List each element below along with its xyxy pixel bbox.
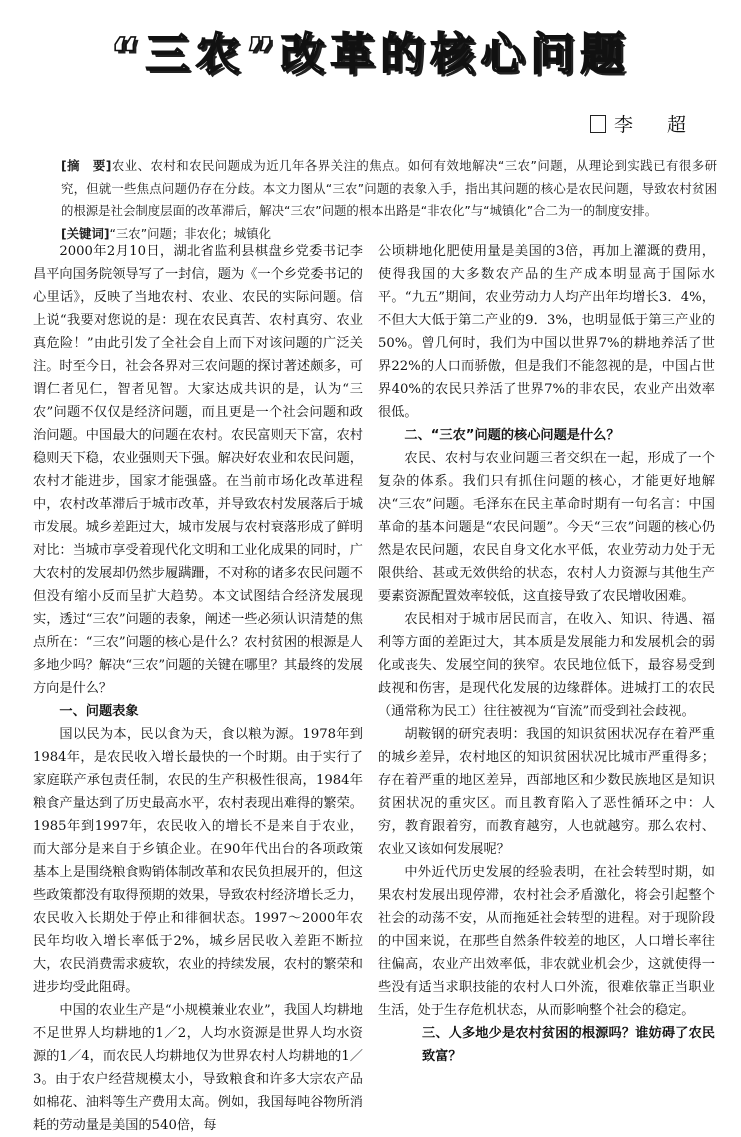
author-byline <box>590 110 700 137</box>
body-paragraph: 中外近代历史发展的经验表明，在社会转型时期，如果农村发展出现停滞，农村社会矛盾激化，将会引起整个社会的动荡不安，从而拖延社会转型的进程。对于现阶段的中国来说，在那些自然条件较差的地区，人口增长率往往偏高，农业产出效率低，非农就业机会少，这就使得一些没有适当求职技能的农村人口外流，很难依靠正当职业生活，处于生存危机状态，从而影响整个社会的稳定。 <box>378 865 715 1018</box>
body-column-left <box>33 240 363 1137</box>
abstract-label: [摘 要] <box>61 158 112 173</box>
body-paragraph: 中国的农业生产是“小规模兼业农业”，我国人均耕地不足世界人均耕地的1／2，人均水资源是世界人均水资源的1／4，而农民人均耕地仅为世界农村人均耕地的1／3。由于农户经营规模太小，导致粮食和许多大宗农产品如棉花、油料等生产费用太高。例如，我国每吨谷物所消耗的劳动量是美国的540倍，每 <box>33 1003 363 1133</box>
abstract-text: 农业、农村和农民问题成为近几年各界关注的焦点。如何有效地解决“三农”问题，从理论到实践已有很多研究，但就一些焦点问题仍存在分歧。本文力图从“三农”问题的表象入手，指出其问题的核心是农民问题，导致农村贫困的根源是社会制度层面的改革滞后，解决“三农”问题的根本出路是“非农化”与“城镇化”合二为一的制度安排。 <box>61 158 718 218</box>
body-column-right <box>378 240 715 1068</box>
abstract-summary <box>33 155 717 223</box>
keywords-label: [关键词] <box>61 225 110 241</box>
body-paragraph: 国以民为本，民以食为天，食以粮为源。1978年到1984年，是农民收入增长最快的一个时期。由于实行了家庭联产承包责任制，农民的生产积极性很高，1984年粮食产量达到了历史最高水平，农村表现出难得的繁荣。1985年到1997年，农民收入的增长不是来自于农业，而大部分是来自于乡镇企业。在90年代出台的各项政策基本上是围绕粮食购销体制改革和农民负担展开的，但这些政策都没有取得预期的效果，导致农村经济增长乏力，农民收入长期处于停止和徘徊状态。1997～2000年农民年均收入增长率低于2%，城乡居民收入差距不断拉大，农民消费需求疲软，农业的持续发展，农村的繁荣和进步均受此阻碍。 <box>33 727 363 995</box>
abstract-block <box>33 155 717 245</box>
section-heading: 二、“三农”问题的核心问题是什么？ <box>404 428 620 443</box>
body-paragraph: 胡鞍钢的研究表明：我国的知识贫困状况存在着严重的城乡差异，农村地区的知识贫困状况比城市严重得多；存在着严重的地区差异，西部地区和少数民族地区是知识贫困状况的重灾区。而且教育陷入了恶性循环之中：人穷，教育跟着穷，而教育越穷，人也就越穷。那么农村、农业又该如何发展呢？ <box>378 727 715 857</box>
author-marker-icon <box>590 115 606 133</box>
section-heading: 一、问题表象 <box>59 704 139 719</box>
body-paragraph: 农民相对于城市居民而言，在收入、知识、待遇、福利等方面的差距过大，其本质是发展能力和发展机会的弱化或丧失、发展空间的狭窄。农民地位低下，最容易受到歧视和伤害，是现代化发展的边缘群体。进城打工的农民（通常称为民工）往往被视为“盲流”而受到社会歧视。 <box>378 612 715 719</box>
section-heading: 三、人多地少是农村贫困的根源吗？谁妨碍了农民致富？ <box>422 1026 715 1064</box>
page-title: “三农”改革的核心问题 <box>110 29 631 80</box>
body-paragraph-continued: 公顷耕地化肥使用量是美国的3倍，再加上灌溉的费用，使得我国的大多数农产品的生产成本明显高于国际水平。“九五”期间，农业劳动力人均产出年均增长3．4%，不但大大低于第二产业的9．3%，也明显低于第三产业的50%。曾几何时，我们为中国以世界7%的耕地养活了世界22%的人口而骄傲，但是我们不能忽视的是，中国占世界40%的农民只养活了世界7%的非农民，农业产出效率很低。 <box>378 244 715 420</box>
body-paragraph: 农民、农村与农业问题三者交织在一起，形成了一个复杂的体系。我们只有抓住问题的核心，才能更好地解决“三农”问题。毛泽东在民主革命时期有一句名言：中国革命的基本问题是“农民问题”。今天“三农”问题的核心仍然是农民问题，农民自身文化水平低，农业劳动力处于无限供给、甚或无效供给的状态，农村人力资源与其他生产要素资源配置效率较低，这直接导致了农民增收困难。 <box>378 451 715 604</box>
body-paragraph: 2000年2月10日，湖北省监利县棋盘乡党委书记李昌平向国务院领导写了一封信，题为《一个乡党委书记的心里话》，反映了当地农村、农业、农民的实际问题。信上说“我要对您说的是：现在农民真苦、农村真穷、农业真危险！”由此引发了全社会自上而下对该问题的广泛关注。时至今日，社会各界对三农问题的探讨著述颇多，可谓仁者见仁，智者见智。大家达成共识的是，认为“三农”问题不仅仅是经济问题，而且更是一个社会问题和政治问题。中国最大的问题在农村。农民富则天下富，农村稳则天下稳，农业强则天下强。解决好农业和农民问题，农村才能进步，国家才能强盛。在当前市场化改革进程中，农村改革滞后于城市改革，并导致农村发展落后于城市发展。城乡差距过大，城市发展与农村衰落形成了鲜明对比：当城市享受着现代化文明和工业化成果的同时，广大农村的发展却仍然步履蹒跚，不对称的诸多农民问题不但没有缩小反而呈扩大趋势。本文试图结合经济发展现实，透过“三农”问题的表象，阐述一些必须认识清楚的焦点所在：“三农”问题的核心是什么？农村贫困的根源是人多地少吗？解决“三农”问题的关键在哪里？其最终的发展方向是什么？ <box>33 244 363 696</box>
keywords-text: “三农”问题；非农化；城镇化 <box>109 225 272 241</box>
author-name: 李 超 <box>614 114 701 136</box>
